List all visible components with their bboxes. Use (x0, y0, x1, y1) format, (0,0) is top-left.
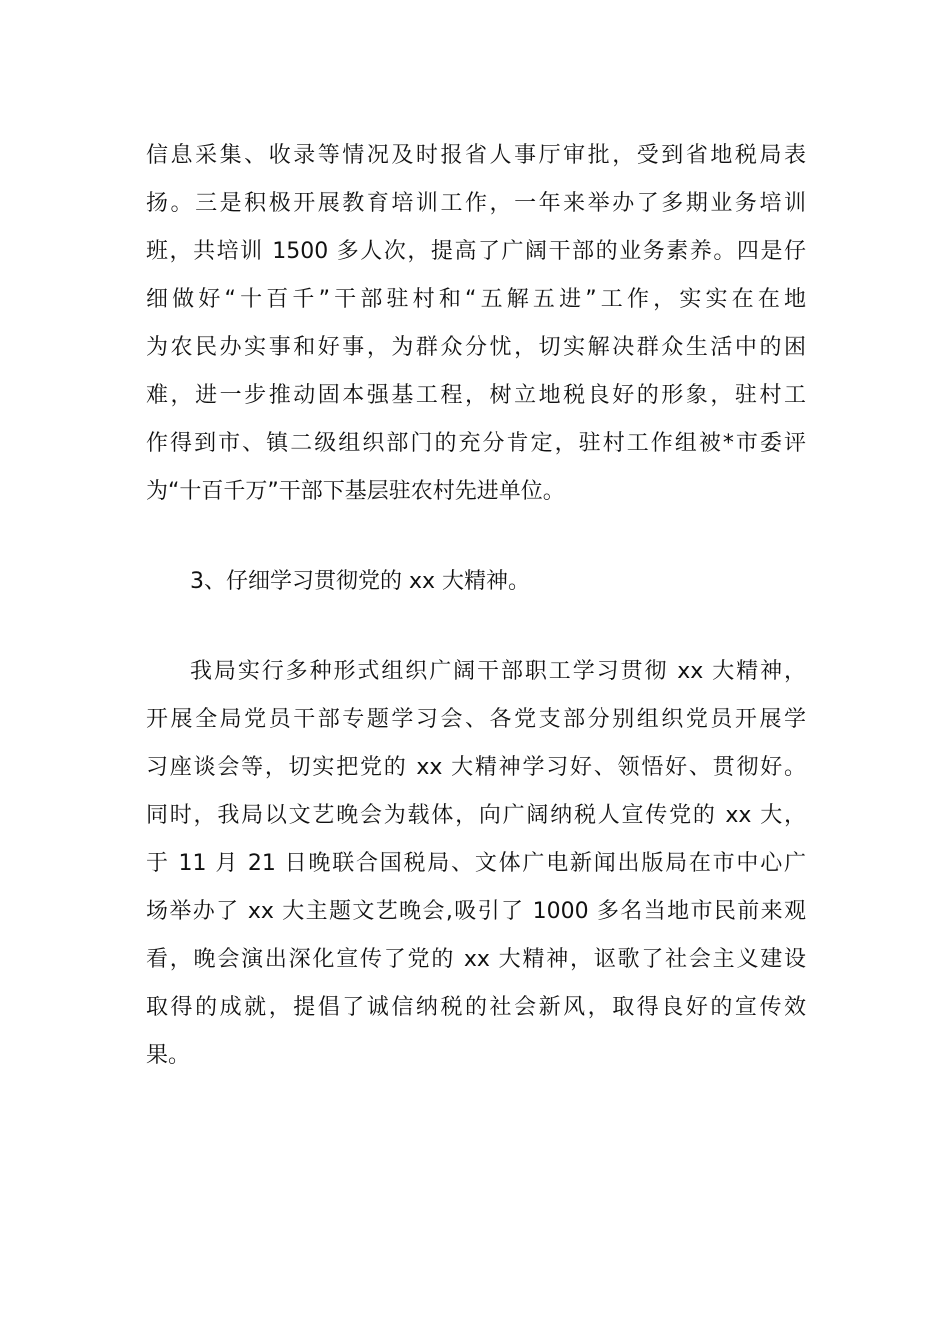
text-line: 果。 (146, 1043, 191, 1068)
text-line: 班，共培训 1500 多人次，提高了广阔干部的业务素养。四是仔 (146, 239, 806, 264)
section-heading (146, 558, 806, 606)
paragraph-body (146, 648, 806, 1080)
text-line: 信息采集、收录等情况及时报省人事厅审批，受到省地税局表 (146, 143, 806, 168)
text-line: 习座谈会等，切实把党的 xx 大精神学习好、领悟好、贯彻好。 (146, 755, 806, 780)
paragraph-continuation (146, 132, 806, 516)
text-line: 细做好“十百千”干部驻村和“五解五进”工作，实实在在地 (146, 287, 806, 312)
text-line: 于 11 月 21 日晚联合国税局、文体广电新闻出版局在市中心广 (146, 851, 806, 876)
text-line: 我局实行多种形式组织广阔干部职工学习贯彻 xx 大精神， (190, 659, 806, 684)
text-line: 场举办了 xx 大主题文艺晚会,吸引了 1000 多名当地市民前来观 (146, 899, 806, 924)
paragraph-spacer (146, 606, 806, 648)
text-line: 开展全局党员干部专题学习会、各党支部分别组织党员开展学 (146, 707, 806, 732)
paragraph-spacer (146, 516, 806, 558)
text-line: 取得的成就，提倡了诚信纳税的社会新风，取得良好的宣传效 (146, 995, 806, 1020)
text-line: 作得到市、镇二级组织部门的充分肯定，驻村工作组被*市委评 (146, 431, 806, 456)
text-line: 难，进一步推动固本强基工程，树立地税良好的形象，驻村工 (146, 383, 806, 408)
section-heading-text: 3、仔细学习贯彻党的 xx 大精神。 (190, 569, 531, 594)
text-line: 为“十百千万”干部下基层驻农村先进单位。 (146, 479, 565, 504)
text-line: 为农民办实事和好事，为群众分忧，切实解决群众生活中的困 (146, 335, 806, 360)
text-line: 同时，我局以文艺晚会为载体，向广阔纳税人宣传党的 xx 大， (146, 803, 806, 828)
text-line: 看，晚会演出深化宣传了党的 xx 大精神，讴歌了社会主义建设 (146, 947, 806, 972)
text-line: 扬。三是积极开展教育培训工作，一年来举办了多期业务培训 (146, 191, 806, 216)
document-body (146, 132, 806, 1080)
